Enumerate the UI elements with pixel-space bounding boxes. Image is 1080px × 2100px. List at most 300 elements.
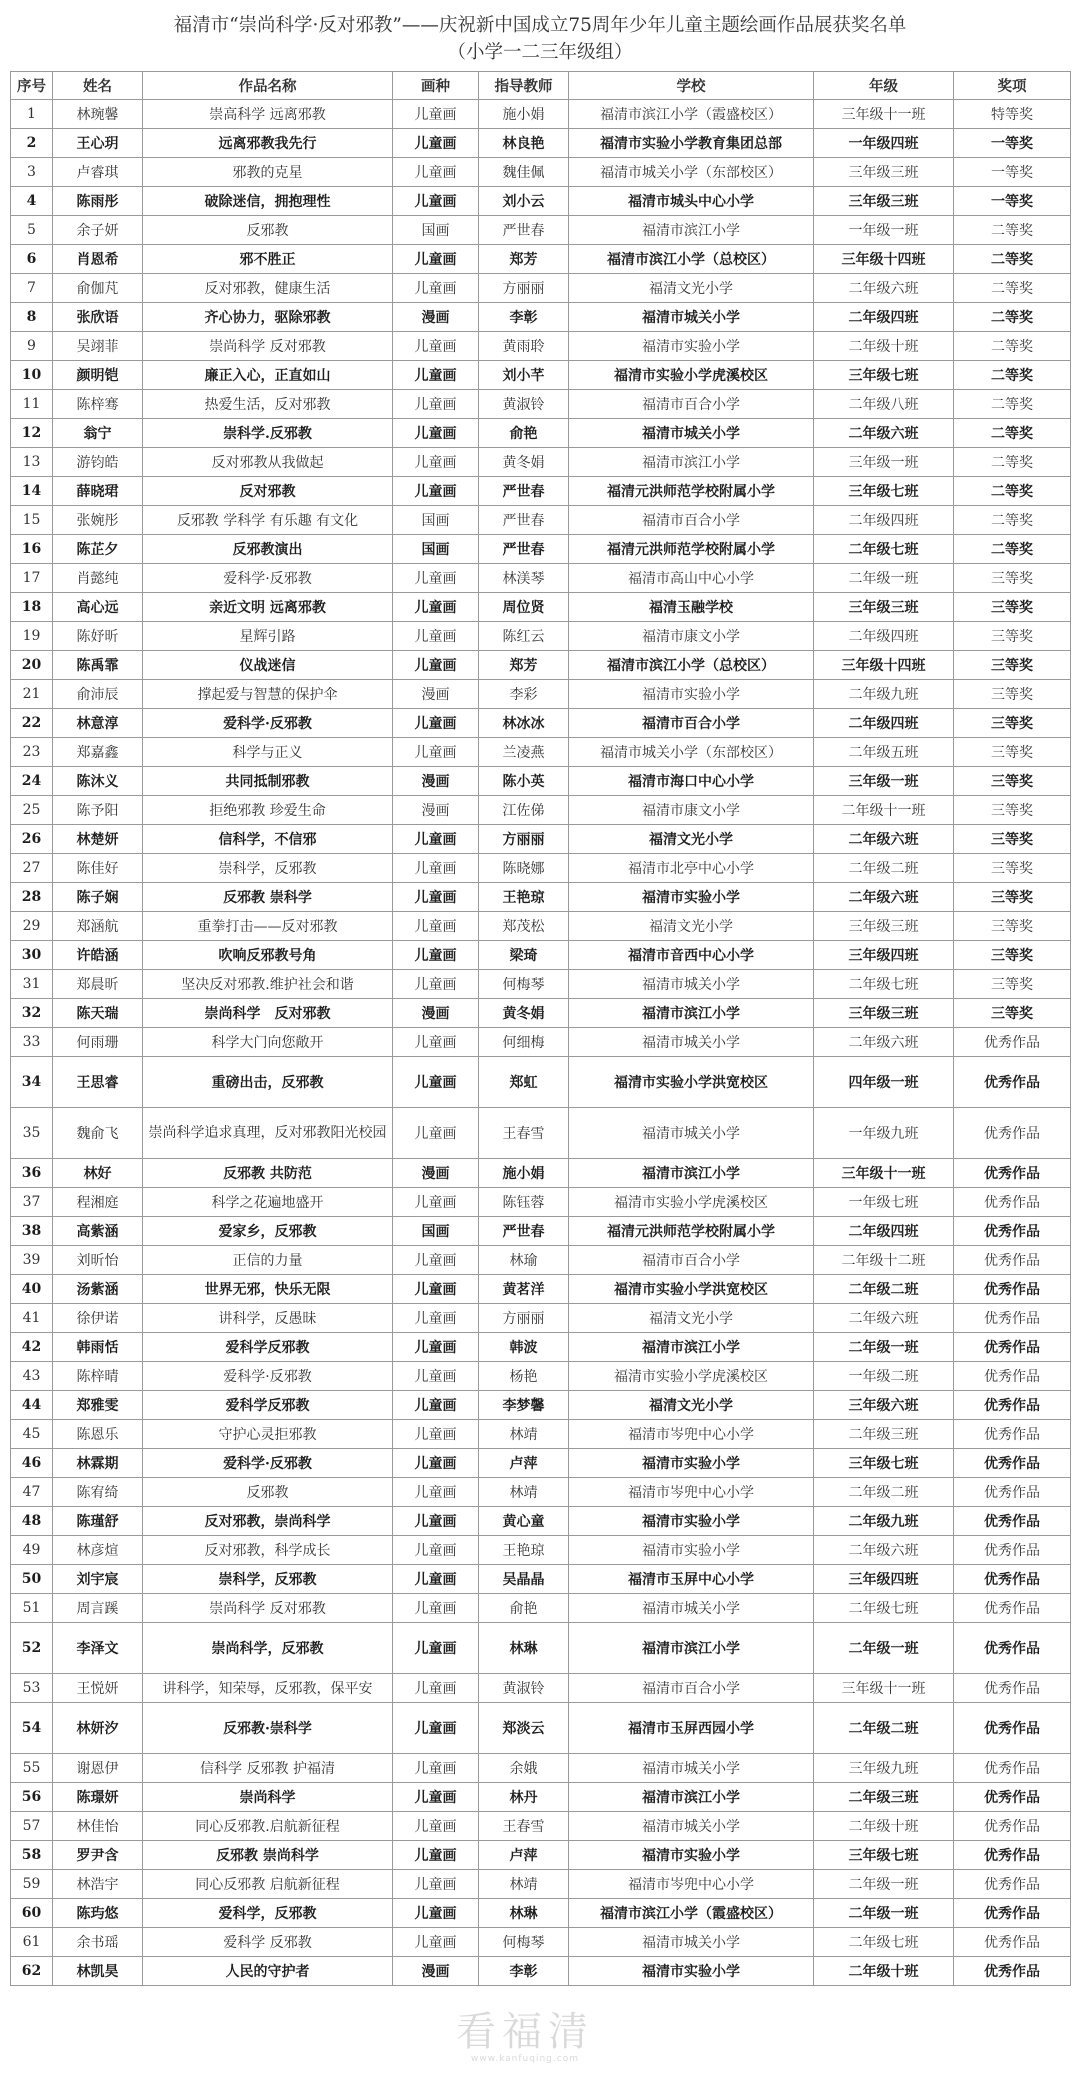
cell-grade: 二年级五班 bbox=[814, 738, 954, 767]
cell-teacher: 李彰 bbox=[479, 303, 569, 332]
cell-work: 世界无邪，快乐无限 bbox=[143, 1275, 393, 1304]
cell-name: 陈予阳 bbox=[53, 796, 143, 825]
cell-no: 38 bbox=[11, 1217, 53, 1246]
col-header-school: 学校 bbox=[569, 72, 814, 100]
cell-work: 科学与正义 bbox=[143, 738, 393, 767]
cell-no: 11 bbox=[11, 390, 53, 419]
table-row bbox=[11, 390, 1071, 419]
cell-teacher: 严世春 bbox=[479, 477, 569, 506]
cell-type: 儿童画 bbox=[393, 1899, 479, 1928]
cell-grade: 三年级十一班 bbox=[814, 100, 954, 129]
cell-work: 齐心协力，驱除邪教 bbox=[143, 303, 393, 332]
cell-work: 同心反邪教 启航新征程 bbox=[143, 1870, 393, 1899]
cell-grade: 三年级七班 bbox=[814, 361, 954, 390]
table-row bbox=[11, 1246, 1071, 1275]
cell-teacher: 王春雪 bbox=[479, 1812, 569, 1841]
cell-teacher: 黄冬娟 bbox=[479, 448, 569, 477]
cell-grade: 二年级三班 bbox=[814, 1783, 954, 1812]
table-row bbox=[11, 1594, 1071, 1623]
cell-school: 福清市城关小学 bbox=[569, 1108, 814, 1159]
table-row bbox=[11, 593, 1071, 622]
cell-award: 二等奖 bbox=[954, 506, 1071, 535]
cell-type: 儿童画 bbox=[393, 1449, 479, 1478]
cell-grade: 二年级九班 bbox=[814, 1507, 954, 1536]
cell-work: 爱科学，反邪教 bbox=[143, 1899, 393, 1928]
cell-type: 儿童画 bbox=[393, 709, 479, 738]
cell-grade: 二年级二班 bbox=[814, 1703, 954, 1754]
cell-type: 漫画 bbox=[393, 680, 479, 709]
cell-school: 福清市实验小学 bbox=[569, 1841, 814, 1870]
cell-type: 儿童画 bbox=[393, 1703, 479, 1754]
cell-type: 儿童画 bbox=[393, 564, 479, 593]
cell-award: 三等奖 bbox=[954, 622, 1071, 651]
cell-grade: 二年级三班 bbox=[814, 1420, 954, 1449]
cell-school: 福清市滨江小学（总校区） bbox=[569, 651, 814, 680]
cell-name: 谢恩伊 bbox=[53, 1754, 143, 1783]
cell-school: 福清市音西中心小学 bbox=[569, 941, 814, 970]
table-row bbox=[11, 245, 1071, 274]
cell-work: 重磅出击，反邪教 bbox=[143, 1057, 393, 1108]
cell-work: 反对邪教，健康生活 bbox=[143, 274, 393, 303]
cell-type: 儿童画 bbox=[393, 1507, 479, 1536]
cell-name: 林佳怡 bbox=[53, 1812, 143, 1841]
cell-no: 16 bbox=[11, 535, 53, 564]
cell-name: 游钧皓 bbox=[53, 448, 143, 477]
cell-work: 爱家乡，反邪教 bbox=[143, 1217, 393, 1246]
cell-work: 吹响反邪教号角 bbox=[143, 941, 393, 970]
cell-grade: 二年级四班 bbox=[814, 709, 954, 738]
cell-school: 福清市滨江小学 bbox=[569, 1623, 814, 1674]
table-row bbox=[11, 796, 1071, 825]
cell-teacher: 吴晶晶 bbox=[479, 1565, 569, 1594]
table-row bbox=[11, 216, 1071, 245]
cell-teacher: 林丹 bbox=[479, 1783, 569, 1812]
cell-name: 郑嘉鑫 bbox=[53, 738, 143, 767]
cell-school: 福清市城关小学 bbox=[569, 1028, 814, 1057]
cell-no: 45 bbox=[11, 1420, 53, 1449]
cell-teacher: 方丽丽 bbox=[479, 1304, 569, 1333]
cell-type: 儿童画 bbox=[393, 1420, 479, 1449]
cell-teacher: 郑芳 bbox=[479, 651, 569, 680]
col-header-grade: 年级 bbox=[814, 72, 954, 100]
cell-award: 二等奖 bbox=[954, 448, 1071, 477]
table-row bbox=[11, 1275, 1071, 1304]
cell-school: 福清市玉屏中心小学 bbox=[569, 1565, 814, 1594]
cell-type: 儿童画 bbox=[393, 651, 479, 680]
table-row bbox=[11, 1159, 1071, 1188]
cell-award: 优秀作品 bbox=[954, 1333, 1071, 1362]
cell-teacher: 林靖 bbox=[479, 1420, 569, 1449]
cell-grade: 一年级七班 bbox=[814, 1188, 954, 1217]
cell-type: 儿童画 bbox=[393, 245, 479, 274]
cell-no: 18 bbox=[11, 593, 53, 622]
cell-school: 福清元洪师范学校附属小学 bbox=[569, 477, 814, 506]
cell-no: 37 bbox=[11, 1188, 53, 1217]
cell-name: 韩雨恬 bbox=[53, 1333, 143, 1362]
table-row bbox=[11, 564, 1071, 593]
cell-no: 27 bbox=[11, 854, 53, 883]
cell-name: 吴翊菲 bbox=[53, 332, 143, 361]
cell-school: 福清市实验小学教育集团总部 bbox=[569, 129, 814, 158]
cell-no: 17 bbox=[11, 564, 53, 593]
site-watermark bbox=[400, 2010, 650, 2080]
cell-no: 9 bbox=[11, 332, 53, 361]
cell-no: 4 bbox=[11, 187, 53, 216]
cell-school: 福清市康文小学 bbox=[569, 622, 814, 651]
cell-no: 59 bbox=[11, 1870, 53, 1899]
cell-type: 儿童画 bbox=[393, 941, 479, 970]
col-header-type: 画种 bbox=[393, 72, 479, 100]
cell-type: 国画 bbox=[393, 1217, 479, 1246]
cell-name: 陈梓骞 bbox=[53, 390, 143, 419]
watermark-url: www.kanfuqing.com bbox=[471, 2054, 579, 2064]
cell-school: 福清市实验小学 bbox=[569, 1449, 814, 1478]
cell-work: 反邪教 学科学 有乐趣 有文化 bbox=[143, 506, 393, 535]
cell-teacher: 郑虹 bbox=[479, 1057, 569, 1108]
cell-work: 同心反邪教.启航新征程 bbox=[143, 1812, 393, 1841]
cell-work: 坚决反对邪教.维护社会和谐 bbox=[143, 970, 393, 999]
cell-school: 福清市实验小学虎溪校区 bbox=[569, 1188, 814, 1217]
cell-school: 福清市城关小学 bbox=[569, 1812, 814, 1841]
cell-grade: 三年级三班 bbox=[814, 912, 954, 941]
cell-teacher: 林琳 bbox=[479, 1623, 569, 1674]
table-row bbox=[11, 651, 1071, 680]
cell-grade: 二年级六班 bbox=[814, 825, 954, 854]
cell-teacher: 李梦馨 bbox=[479, 1391, 569, 1420]
cell-work: 守护心灵拒邪教 bbox=[143, 1420, 393, 1449]
cell-grade: 二年级四班 bbox=[814, 1217, 954, 1246]
cell-award: 三等奖 bbox=[954, 999, 1071, 1028]
cell-work: 廉正入心，正直如山 bbox=[143, 361, 393, 390]
cell-teacher: 严世春 bbox=[479, 1217, 569, 1246]
cell-work: 讲科学，反愚昧 bbox=[143, 1304, 393, 1333]
cell-no: 54 bbox=[11, 1703, 53, 1754]
table-row bbox=[11, 158, 1071, 187]
cell-teacher: 林靖 bbox=[479, 1478, 569, 1507]
cell-award: 三等奖 bbox=[954, 593, 1071, 622]
cell-award: 二等奖 bbox=[954, 477, 1071, 506]
cell-school: 福清文光小学 bbox=[569, 1391, 814, 1420]
table-row bbox=[11, 1420, 1071, 1449]
cell-award: 三等奖 bbox=[954, 680, 1071, 709]
cell-work: 仪战迷信 bbox=[143, 651, 393, 680]
cell-school: 福清市高山中心小学 bbox=[569, 564, 814, 593]
cell-award: 一等奖 bbox=[954, 129, 1071, 158]
cell-name: 林楚妍 bbox=[53, 825, 143, 854]
cell-name: 徐伊诺 bbox=[53, 1304, 143, 1333]
cell-grade: 一年级四班 bbox=[814, 129, 954, 158]
cell-name: 林彦煊 bbox=[53, 1536, 143, 1565]
cell-teacher: 施小娟 bbox=[479, 100, 569, 129]
cell-teacher: 李彰 bbox=[479, 1957, 569, 1986]
cell-school: 福清市岑兜中心小学 bbox=[569, 1420, 814, 1449]
cell-work: 邪不胜正 bbox=[143, 245, 393, 274]
cell-grade: 二年级六班 bbox=[814, 419, 954, 448]
cell-name: 陈禹霏 bbox=[53, 651, 143, 680]
cell-award: 二等奖 bbox=[954, 245, 1071, 274]
cell-teacher: 杨艳 bbox=[479, 1362, 569, 1391]
cell-award: 优秀作品 bbox=[954, 1420, 1071, 1449]
cell-name: 陈佳好 bbox=[53, 854, 143, 883]
cell-no: 21 bbox=[11, 680, 53, 709]
cell-work: 热爱生活，反对邪教 bbox=[143, 390, 393, 419]
cell-school: 福清市城头中心小学 bbox=[569, 187, 814, 216]
cell-teacher: 林靖 bbox=[479, 1870, 569, 1899]
cell-no: 2 bbox=[11, 129, 53, 158]
cell-work: 信科学，不信邪 bbox=[143, 825, 393, 854]
cell-grade: 二年级十一班 bbox=[814, 796, 954, 825]
cell-no: 20 bbox=[11, 651, 53, 680]
table-row bbox=[11, 274, 1071, 303]
cell-type: 儿童画 bbox=[393, 1246, 479, 1275]
cell-no: 57 bbox=[11, 1812, 53, 1841]
cell-type: 漫画 bbox=[393, 303, 479, 332]
cell-grade: 二年级二班 bbox=[814, 854, 954, 883]
cell-award: 三等奖 bbox=[954, 651, 1071, 680]
cell-type: 漫画 bbox=[393, 796, 479, 825]
cell-name: 陈玙悠 bbox=[53, 1899, 143, 1928]
cell-grade: 二年级六班 bbox=[814, 1028, 954, 1057]
cell-grade: 三年级三班 bbox=[814, 999, 954, 1028]
cell-school: 福清市玉屏西园小学 bbox=[569, 1703, 814, 1754]
table-body bbox=[11, 100, 1071, 1986]
table-row bbox=[11, 1754, 1071, 1783]
col-header-work: 作品名称 bbox=[143, 72, 393, 100]
cell-teacher: 郑茂松 bbox=[479, 912, 569, 941]
cell-school: 福清市城关小学 bbox=[569, 970, 814, 999]
cell-award: 二等奖 bbox=[954, 361, 1071, 390]
cell-no: 1 bbox=[11, 100, 53, 129]
cell-no: 39 bbox=[11, 1246, 53, 1275]
cell-teacher: 俞艳 bbox=[479, 1594, 569, 1623]
cell-name: 陈天瑞 bbox=[53, 999, 143, 1028]
cell-no: 33 bbox=[11, 1028, 53, 1057]
cell-no: 48 bbox=[11, 1507, 53, 1536]
cell-work: 爱科学反邪教 bbox=[143, 1391, 393, 1420]
cell-grade: 三年级一班 bbox=[814, 767, 954, 796]
cell-work: 崇尚科学 反对邪教 bbox=[143, 332, 393, 361]
cell-school: 福清市实验小学洪宽校区 bbox=[569, 1057, 814, 1108]
cell-type: 儿童画 bbox=[393, 448, 479, 477]
page-title: 福清市“崇尚科学·反对邪教”——庆祝新中国成立75周年少年儿童主题绘画作品展获奖名单 bbox=[173, 15, 907, 36]
cell-work: 崇尚科学，反邪教 bbox=[143, 1623, 393, 1674]
cell-name: 陈雨彤 bbox=[53, 187, 143, 216]
cell-work: 反对邪教，科学成长 bbox=[143, 1536, 393, 1565]
cell-name: 许皓涵 bbox=[53, 941, 143, 970]
cell-award: 二等奖 bbox=[954, 332, 1071, 361]
cell-no: 53 bbox=[11, 1674, 53, 1703]
cell-school: 福清市百合小学 bbox=[569, 1674, 814, 1703]
cell-no: 55 bbox=[11, 1754, 53, 1783]
cell-teacher: 陈小英 bbox=[479, 767, 569, 796]
cell-teacher: 黄淑铃 bbox=[479, 1674, 569, 1703]
cell-name: 汤紫涵 bbox=[53, 1275, 143, 1304]
cell-school: 福清市百合小学 bbox=[569, 506, 814, 535]
cell-teacher: 刘小芊 bbox=[479, 361, 569, 390]
cell-school: 福清市实验小学 bbox=[569, 1536, 814, 1565]
cell-name: 刘昕怡 bbox=[53, 1246, 143, 1275]
cell-award: 优秀作品 bbox=[954, 1275, 1071, 1304]
cell-grade: 二年级二班 bbox=[814, 1478, 954, 1507]
cell-type: 儿童画 bbox=[393, 1057, 479, 1108]
cell-grade: 二年级四班 bbox=[814, 622, 954, 651]
table-row bbox=[11, 680, 1071, 709]
cell-school: 福清文光小学 bbox=[569, 274, 814, 303]
cell-grade: 二年级七班 bbox=[814, 535, 954, 564]
cell-type: 儿童画 bbox=[393, 1565, 479, 1594]
cell-grade: 三年级三班 bbox=[814, 187, 954, 216]
table-row bbox=[11, 825, 1071, 854]
table-row bbox=[11, 941, 1071, 970]
cell-award: 优秀作品 bbox=[954, 1703, 1071, 1754]
cell-teacher: 王春雪 bbox=[479, 1108, 569, 1159]
table-row bbox=[11, 535, 1071, 564]
cell-school: 福清市滨江小学（总校区） bbox=[569, 245, 814, 274]
cell-name: 余书瑶 bbox=[53, 1928, 143, 1957]
cell-award: 二等奖 bbox=[954, 216, 1071, 245]
cell-type: 儿童画 bbox=[393, 1812, 479, 1841]
cell-school: 福清市滨江小学 bbox=[569, 1783, 814, 1812]
cell-grade: 一年级一班 bbox=[814, 216, 954, 245]
cell-award: 优秀作品 bbox=[954, 1870, 1071, 1899]
cell-no: 36 bbox=[11, 1159, 53, 1188]
cell-grade: 二年级六班 bbox=[814, 1304, 954, 1333]
cell-no: 47 bbox=[11, 1478, 53, 1507]
cell-name: 刘宇宸 bbox=[53, 1565, 143, 1594]
table-row bbox=[11, 1957, 1071, 1986]
cell-award: 三等奖 bbox=[954, 883, 1071, 912]
cell-no: 46 bbox=[11, 1449, 53, 1478]
cell-grade: 三年级三班 bbox=[814, 158, 954, 187]
cell-work: 反邪教 bbox=[143, 1478, 393, 1507]
cell-work: 崇尚科学 反对邪教 bbox=[143, 1594, 393, 1623]
cell-work: 反邪教 bbox=[143, 216, 393, 245]
cell-no: 35 bbox=[11, 1108, 53, 1159]
table-row bbox=[11, 1188, 1071, 1217]
cell-type: 国画 bbox=[393, 506, 479, 535]
cell-school: 福清市实验小学虎溪校区 bbox=[569, 361, 814, 390]
cell-name: 李泽文 bbox=[53, 1623, 143, 1674]
cell-school: 福清市滨江小学 bbox=[569, 1333, 814, 1362]
cell-name: 颜明铠 bbox=[53, 361, 143, 390]
cell-teacher: 魏佳佩 bbox=[479, 158, 569, 187]
cell-work: 亲近文明 远离邪教 bbox=[143, 593, 393, 622]
cell-school: 福清市实验小学 bbox=[569, 883, 814, 912]
cell-award: 优秀作品 bbox=[954, 1594, 1071, 1623]
cell-grade: 二年级十二班 bbox=[814, 1246, 954, 1275]
cell-no: 61 bbox=[11, 1928, 53, 1957]
cell-grade: 二年级七班 bbox=[814, 1928, 954, 1957]
cell-grade: 二年级一班 bbox=[814, 564, 954, 593]
col-header-teacher: 指导教师 bbox=[479, 72, 569, 100]
cell-grade: 三年级七班 bbox=[814, 1841, 954, 1870]
cell-type: 儿童画 bbox=[393, 593, 479, 622]
cell-school: 福清市滨江小学 bbox=[569, 1159, 814, 1188]
table-row bbox=[11, 1108, 1071, 1159]
table-row bbox=[11, 854, 1071, 883]
cell-no: 8 bbox=[11, 303, 53, 332]
cell-name: 卢睿琪 bbox=[53, 158, 143, 187]
cell-grade: 三年级十一班 bbox=[814, 1159, 954, 1188]
cell-type: 儿童画 bbox=[393, 1754, 479, 1783]
cell-award: 三等奖 bbox=[954, 796, 1071, 825]
cell-type: 漫画 bbox=[393, 999, 479, 1028]
cell-type: 漫画 bbox=[393, 1159, 479, 1188]
cell-award: 优秀作品 bbox=[954, 1565, 1071, 1594]
table-row bbox=[11, 419, 1071, 448]
cell-school: 福清市北亭中心小学 bbox=[569, 854, 814, 883]
cell-no: 40 bbox=[11, 1275, 53, 1304]
cell-school: 福清市城关小学 bbox=[569, 1594, 814, 1623]
cell-award: 优秀作品 bbox=[954, 1391, 1071, 1420]
cell-work: 崇高科学 远离邪教 bbox=[143, 100, 393, 129]
cell-teacher: 方丽丽 bbox=[479, 274, 569, 303]
cell-work: 爱科学·反邪教 bbox=[143, 709, 393, 738]
cell-name: 俞沛辰 bbox=[53, 680, 143, 709]
cell-award: 优秀作品 bbox=[954, 1188, 1071, 1217]
cell-work: 崇科学，反邪教 bbox=[143, 854, 393, 883]
cell-name: 陈妤昕 bbox=[53, 622, 143, 651]
cell-award: 优秀作品 bbox=[954, 1812, 1071, 1841]
cell-type: 国画 bbox=[393, 216, 479, 245]
cell-work: 破除迷信，拥抱理性 bbox=[143, 187, 393, 216]
cell-name: 余子妍 bbox=[53, 216, 143, 245]
cell-work: 人民的守护者 bbox=[143, 1957, 393, 1986]
watermark-logo: 看福清 bbox=[456, 2009, 594, 2055]
cell-type: 儿童画 bbox=[393, 1674, 479, 1703]
cell-name: 郑涵航 bbox=[53, 912, 143, 941]
cell-teacher: 施小娟 bbox=[479, 1159, 569, 1188]
cell-grade: 二年级四班 bbox=[814, 303, 954, 332]
cell-grade: 二年级一班 bbox=[814, 1870, 954, 1899]
cell-type: 儿童画 bbox=[393, 332, 479, 361]
cell-school: 福清市滨江小学 bbox=[569, 999, 814, 1028]
table-row bbox=[11, 1565, 1071, 1594]
cell-award: 优秀作品 bbox=[954, 1478, 1071, 1507]
cell-grade: 三年级四班 bbox=[814, 941, 954, 970]
cell-school: 福清文光小学 bbox=[569, 1304, 814, 1333]
cell-no: 58 bbox=[11, 1841, 53, 1870]
cell-award: 优秀作品 bbox=[954, 1841, 1071, 1870]
cell-grade: 一年级二班 bbox=[814, 1362, 954, 1391]
cell-award: 三等奖 bbox=[954, 970, 1071, 999]
table-row bbox=[11, 1507, 1071, 1536]
cell-teacher: 郑芳 bbox=[479, 245, 569, 274]
cell-no: 24 bbox=[11, 767, 53, 796]
cell-grade: 二年级十班 bbox=[814, 1957, 954, 1986]
cell-type: 儿童画 bbox=[393, 129, 479, 158]
cell-name: 王思睿 bbox=[53, 1057, 143, 1108]
cell-award: 优秀作品 bbox=[954, 1623, 1071, 1674]
cell-work: 科学之花遍地盛开 bbox=[143, 1188, 393, 1217]
col-header-name: 姓名 bbox=[53, 72, 143, 100]
table-row bbox=[11, 1057, 1071, 1108]
cell-type: 儿童画 bbox=[393, 1623, 479, 1674]
cell-teacher: 周位贤 bbox=[479, 593, 569, 622]
table-row bbox=[11, 883, 1071, 912]
cell-no: 52 bbox=[11, 1623, 53, 1674]
table-row bbox=[11, 1391, 1071, 1420]
cell-award: 二等奖 bbox=[954, 419, 1071, 448]
cell-type: 儿童画 bbox=[393, 1362, 479, 1391]
cell-award: 优秀作品 bbox=[954, 1783, 1071, 1812]
cell-teacher: 李彩 bbox=[479, 680, 569, 709]
cell-teacher: 梁琦 bbox=[479, 941, 569, 970]
cell-teacher: 黄冬娟 bbox=[479, 999, 569, 1028]
cell-award: 优秀作品 bbox=[954, 1057, 1071, 1108]
cell-school: 福清市城关小学 bbox=[569, 1754, 814, 1783]
cell-name: 林好 bbox=[53, 1159, 143, 1188]
